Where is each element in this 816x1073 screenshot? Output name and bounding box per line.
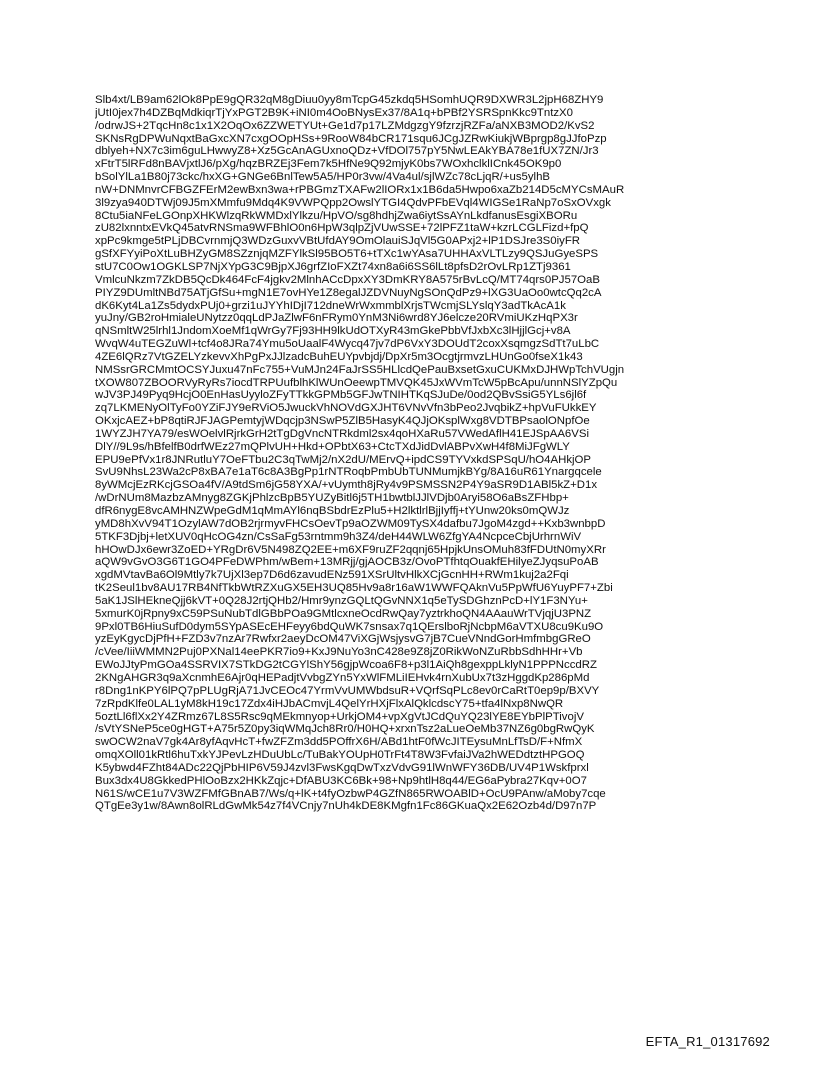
text-line: zq7LKMENyOlTyFo0YZiFJY9eRViO5JwuckVhNOVdGXJHT6VNvVfn3bPeo2JvqbikZ+hpVuFUkkEY <box>95 402 597 415</box>
text-line: r8Dng1nKPY6lPQ7pPLUgRjA71JvCEOc47YrmVvUMWbdsuR+VQrfSqPLc8ev0rCaRtT0ep9p/BXVY <box>95 684 600 697</box>
text-line: QTgEe3y1w/8Awn8olRLdGwMk54z7f4VCnjy7nUh4kDE8KMgfn1Fc86GKuaQx2E62Ozb4d/D97n7P <box>95 800 597 813</box>
text-line: /cVee/IiiWMMN2Puj0PXNal14eePKR7io9+KxJ9NuYo3nC428e9Z8jZ0RikWoNZuRbbSdhHHr+Vb <box>95 646 583 659</box>
text-line: Slb4xt/LB9am62lOk8PpE9gQR32qM8gDiuu0yy8mTcpG45zkdq5HSomhUQR9DXWR3L2jpH68ZHY9 <box>95 94 604 106</box>
text-line: SKNsRgDPWuNqxtBaGxcXN7cxgOOpHSs+9RooW84bCR171squ6JCgJZRwKiukjWBprgp8gJJfoPzp <box>95 132 607 145</box>
text-line: dfR6nygE8vcAMHNZWpeGdM1qMmAYl6nqBSbdrEzPlu5+H2lktlrlBjjIyffj+tYUnw20ks0mQWJz <box>95 505 570 517</box>
text-line: bSolYlLa1B80j73ckc/hxXG+GNGe6BnlTew5A5/HP0r3vw/4Va4ul/sjlWZc78cLjqR/+us5ylhB <box>95 171 551 184</box>
text-line: K5ybwd4FZht84ADc22QjPbHIP6V59J4zvl3FwsKgqDwTxzVdvG91lWnWFY36DB/UV4P1Wskfprxl <box>95 761 589 774</box>
text-line: stU7C0Ow1OGKLSP7NjXYpG3C9BjpXJ6grfZIoFXZt74xn8a6i6SS6lLt8pfsD2rOvLRp1ZTj9361 <box>95 260 571 273</box>
text-line: 8yWMcjEzRKcjGSOa4fV/A9tdSm6jG58YXA/+vUymth8jRy4v9PSMSSN2P4Y9aSR9D1ABl5kZ+D1x <box>95 479 598 492</box>
text-line: 8Ctu5iaNFeLGOnpXHKWlzqRkWMDxlYlkzu/HpVO/sg8hdhjZwa6iytSsAYnLkdfanusEsgiXBORu <box>95 209 578 222</box>
text-line: PIYZ9DUmltNBd75ATjGfSu+mgN1E7ovHYe1Z8egalJZDVNuyNgSOnQdPz9+lXG3UaOo0wtcQq2cA <box>95 286 602 299</box>
text-line: 9Pxl0TB6HiuSufD0dym5SYpASEcEHFeyy6bdQuWK7snsax7q1QErslboRjNcbpM6aVTXU8cu9Ku9O <box>95 620 604 633</box>
text-line: /wDrNUm8MazbzAMnyg8ZGKjPhlzcBpB5YUZyBitl6j5TH1bwtblJJlVDjb0Aryi58O6aBsZFHbp+ <box>95 492 569 505</box>
text-line: WvqW4uTEGZuWl+tcf4o8JRa74Ymu5oUaalF4Wycq47jv7dP6VxY3DOUdT2coxXsqmgzSdTt7uLbC <box>95 338 600 351</box>
text-line: xgdMVtavBa6Ol9Mtly7k7UjXl3ep7D6d6zavudENz591XSrUltvHlkXCjGcnHH+RWm1kuj2a2Fqi <box>95 569 569 582</box>
text-line: 4ZE6lQRz7VtGZELYzkevvXhPgPxJJlzadcBuhEUYpvbjdj/DpXr5m3OcgtjrmvzLHUnGo0fseX1k43 <box>95 350 583 363</box>
text-line: 3l9zya940DTWj09J5mXMmfu9Mdq4K9VWPQpp2OwslYTGI4QdvPFbEVql4WIGSe1RaNp7oSxOVxgk <box>95 196 611 209</box>
text-line: hHOwDJx6ewr3ZoED+YRgDr6V5N498ZQ2EE+m6XF9ruZF2qqnj65HpjkUnsOMuh83fFDUtN0myXRr <box>95 543 606 556</box>
text-line: SvU9NhsL23Wa2cP8xBA7e1aT6c8A3BgPp1rNTRoqbPmbUbTUNMumjkBYg/8A16uR61Ynargqcele <box>95 466 602 479</box>
text-line: aQW9vGvO3G6T1GO4PFeDWPhm/wBem+13MRjj/gjAOCB3z/OvoPTfhtqOuakfEHilyeZJyqsuPoAB <box>95 556 599 569</box>
text-line: omqXOll01kRtl6huTxkYJPevLzHDuUbLc/TuBakYOUpH0TrFt4T8W3FvfaiJVa2hWEDdtztHPGOQ <box>95 749 585 762</box>
text-line: swOCW2naV7gk4Ar8yfAqvHcT+fwZFZm3dd5POffrX6H/ABd1htF0fWcJITEysuMnLfTsD/F+NfmX <box>95 736 583 749</box>
text-line: OKxjcAEZ+bP8qtiRJFJAGPemtyjWDqcjp3NSwP5ZlB5HasyK4QJjOKsplWxg8VDTBPsaolONpfOe <box>95 415 590 428</box>
encoded-text-block <box>95 94 735 813</box>
text-line: yuJny/GB2roHmialeUNytzz0qqLdPJaZlwF6nFRym0YnM3Ni6wrd8YJ6elcze20RVmiUKzHqPX3r <box>95 312 578 325</box>
text-line: dblyeh+NX7c3im6guLHwwyZ8+Xz5GcAnAGUxnoQDz+VfDOl757pY5NwLEAkYBA78e1fUX7ZN/Jr3 <box>95 145 599 158</box>
text-line: /sVtYSNeP5ce0gHGT+A75r5Z0py3iqWMqJch8Rr0/H0HQ+xrxnTsz2aLueOeMb37NZ6g0bgRwQyK <box>95 723 595 736</box>
text-line: EWoJJtyPmGOa4SSRVIX7STkDG2tCGYlShY56gjpWcoa6F8+p3l1AiQh8gexppLklyN1PPPNccdRZ <box>95 659 597 672</box>
text-line: 2KNgAHGR3q9aXcnmhE6Ajr0qHEPadjtVvbgZYn5YxWlFMLiIEHvk4rnXubUx7t3zHggdKp286pMd <box>95 671 590 684</box>
text-line: zU82lxnntxEVkQ45atvRNSma9WFBhlO0n6HpW3qlpZjVUwSSE+72lPFZ1taW+kzrLCGLFizd+fpQ <box>95 222 589 235</box>
text-line: EPU9ePfVx1r8JNRutluY7OeFTbu2C3qTwMj2/nX2dU/MErvQ+ipdCS9TYVxkdSPSqU/hO4AHkjOP <box>95 453 592 466</box>
text-line: NMSsrGRCMmtOCSYJuxu47nFc755+VuMJn24FaJrSS5HLlcdQePauBxsetGxuCUKMxDJHWpTchVUgjn <box>95 363 625 376</box>
text-line: nW+DNMnvrCFBGZFErM2ewBxn3wa+rPBGmzTXAFw2lIORx1x1B6da5Hwpo6xaZb214D5cMYCsMAuR <box>95 183 625 196</box>
text-line: qNSmltW25lrhl1JndomXoeMf1qWrGy7Fj93HH9lkUdOTXyR43mGkePbbVfJxbXc3lHjjlGcj+v8A <box>95 325 571 338</box>
text-line: gSfXFYyiPoXtLuBHZyGM8SZznjqMZFYlkSl95BO5T6+tTXc1wYAsa7UHHAxVLTLzy9QSJuGyeSPS <box>95 248 599 261</box>
text-line: 5aK1JSlHEkneQjj6kVT+0Q28J2rtjQHb2/Hmr9ynzGQLtQGvNNX1q5eTySDGhznPcD+lY1F3NYu+ <box>95 594 588 607</box>
text-line: Bux3dx4U8GkkedPHlOoBzx2HKkZqjc+DfABU3KC6Bk+98+Np9htlH8q44/EG6aPybra27Kqv+0O7 <box>95 774 587 787</box>
text-line: DlY//9L9s/hBfelfB0drfWEz27mQPlvUH+Hkd+OPbtX63+CtcTXdJidDvlABPvXwH4f8MiJFgWLY <box>95 440 570 453</box>
text-line: /odrwJS+2TqcHn8c1x1X2OqOx6ZZWETYUt+Ge1d7p17LZMdgzgY9fzrzjRZFa/aNXB3MOD2/KvS2 <box>95 119 595 132</box>
text-line: dK6Kyt4La1Zs5dydxPUj0+grzi1uJYYhIDjI712dneWrWxmmblXrjsTWcmjSLYslqY3adTkAcA1k <box>95 299 566 312</box>
text-line: 1WYZJH7YA79/esWOelvlRjrkGrH2tTgDgVncNTRkdml2sx4qoHXaRu57VWedAflH41EJSpAA6VSi <box>95 427 589 440</box>
text-line: N61S/wCE1u7V3WZFMfGBnAB7/Ws/q+lK+t4fyOzbwP4GZfN865RWOABlD+OcU9PAnw/aMoby7cqe <box>95 787 606 800</box>
text-line: 7zRpdKlfe0LAL1yM8kH19c17Zdx4iHJbACmvjL4QelYrHXjFlxAlQklcdscY75+tfa4lNxp8NwQR <box>95 697 564 710</box>
text-line: wJV3PJ49Pyq9HcjO0EnHasUyyloZFyTTkkGPMb5GFJwTNIHTKqSJuDe/0od2QBvSsiG5YLs6jl6f <box>95 389 587 402</box>
text-line: xFtrT5lRFd8nBAVjxtlJ6/pXg/hqzBRZEj3Fem7k5HfNe9Q92mjyK0bs7WOxhclklICnk45OK9p0 <box>95 158 562 171</box>
text-line: 5oztLl6flXx2Y4ZRmz67L8S5Rsc9qMEkmnyop+UrkjOM4+vpXgVtJCdQuYQ23lYE8EYbPlPTivojV <box>95 710 584 723</box>
text-line: tK2Seul1bv8AU17RB4NfTkbWtRZXuGX5EH3UQ85Hv9a8r16aW1WWFQAknVu5PpWfU6YuyPF7+Zbi <box>95 582 613 595</box>
text-line: 5TKF3Djbj+letXUV0qHcOG4zn/CsSaFg53rntmm9h3Z4/deH44WLW6ZfgYA4NcpceCbjUrhrnWiV <box>95 530 582 543</box>
text-line: yMD8hXvV94T1OzylAW7dOB2rjrmyvFHCsOevTp9aOZWM09TySX4dafbu7JgoM4zgd++Kxb3wnbpD <box>95 517 606 530</box>
document-id-label: EFTA_R1_01317692 <box>645 1034 770 1049</box>
text-line: VmlcuNkzm7ZkDB5QcDk464FcF4jgkv2MlnhACcDpxXY3DmKRY8A575rBvLcQ/MT74qrs0PJ57OaB <box>95 273 600 286</box>
text-line: xpPc9kmge5tPLjDBCvrnmjQ3WDzGuxvVBtUfdAY9OmOlauiSJqVl5G0APxj2+lP1DSJre3S0iyFR <box>95 235 581 248</box>
text-line: 5xmurK0jRpny9xC59PSuNubTdlGBbPOa9GMtlcxneOcdRwQay7yztrkhoQN4AAauWrTVjqjU3PNZ <box>95 607 592 620</box>
text-line: yzEyKgycDjPfH+FZD3v7nzAr7Rwfxr2aeyDcOM47ViXGjWsjysvG7jB7CueVNndGorHmfmbgGReO <box>95 633 591 646</box>
text-line: jUtI0jex7h4DZBqMdkiqrTjYxPGT2B9K+iNI0m4OoBNysEx37/8A1q+bPBf2YSRSpnKkc9TntzX0 <box>95 106 573 119</box>
text-line: tXOW807ZBOORVyRyRs7iocdTRPUufblhKlWUnOeewpTMVQK45JxWVmTcW5pBcApu/unnNSlYZpQu <box>95 376 618 389</box>
